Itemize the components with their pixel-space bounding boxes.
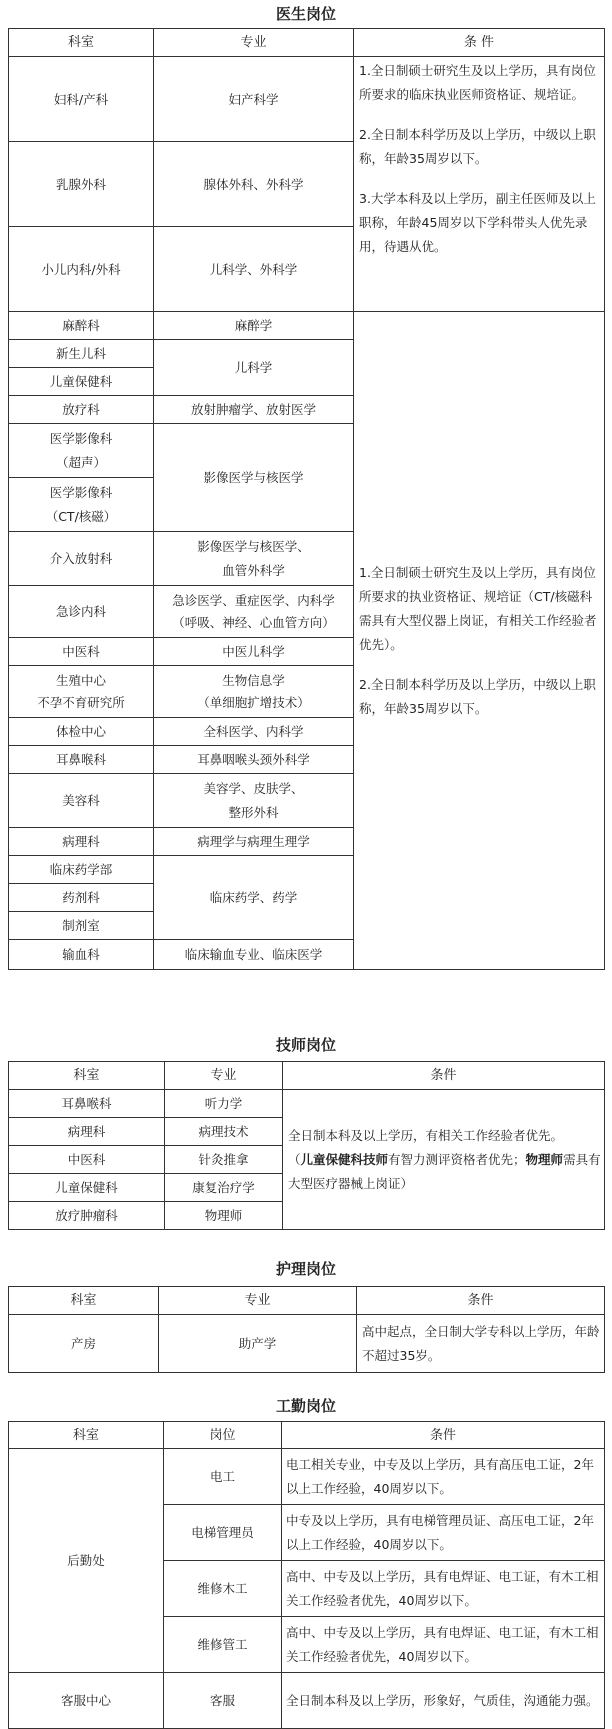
major-cell: 针灸推拿	[165, 1146, 283, 1174]
condition-cell: 高中、中专及以上学历，具有电焊证、电工证，有木工相关工作经验者优先，40周岁以下。	[282, 1617, 605, 1673]
condition-text: 全日制本科及以上学历，有相关工作经验者优先。	[288, 1127, 564, 1143]
condition-cell: 中专及以上学历，具有电梯管理员证、高压电工证，2年以上工作经验，40周岁以下。	[282, 1505, 605, 1561]
major-cell: 腺体外科、外科学	[154, 142, 354, 227]
condition-cell: 全日制本科及以上学历，形象好，气质佳，沟通能力强。	[282, 1673, 605, 1729]
dept-cell: 生殖中心 不孕不育研究所	[9, 666, 154, 718]
dept-cell: 乳腺外科	[9, 142, 154, 227]
post-cell: 维修木工	[164, 1561, 282, 1617]
dept-cell: 药剂科	[9, 884, 154, 912]
dept-cell: 儿童保健科	[9, 1174, 165, 1202]
header-condition: 条 件	[354, 29, 605, 57]
major-cell: 儿科学	[154, 340, 354, 396]
dept-cell: 中医科	[9, 638, 154, 666]
dept-cell: 病理科	[9, 1118, 165, 1146]
major-cell: 美容学、皮肤学、 整形外科	[154, 774, 354, 828]
child-care-technician-label: 儿童保健科技师	[300, 1151, 389, 1167]
dept-cell: 介入放射科	[9, 532, 154, 586]
major-cell: 生物信息学 （单细胞扩增技术）	[154, 666, 354, 718]
section-title-tech: 技师岗位	[275, 1036, 336, 1054]
physicist-label: 物理师	[525, 1151, 564, 1167]
major-cell: 临床输血专业、临床医学	[154, 940, 354, 970]
header-condition: 条件	[357, 1287, 605, 1315]
condition-text: 需具有大型医疗器械上岗证）	[288, 1151, 601, 1191]
dept-cell: 中医科	[9, 1146, 165, 1174]
condition-cell: 高中、中专及以上学历，具有电焊证、电工证，有木工相关工作经验者优先，40周岁以下。	[282, 1561, 605, 1617]
dept-cell: 麻醉科	[9, 312, 154, 340]
major-cell: 物理师	[165, 1202, 283, 1230]
dept-cell: 新生儿科	[9, 340, 154, 368]
condition-cell	[283, 1090, 605, 1230]
dept-cell: 客服中心	[9, 1673, 164, 1729]
dept-cell: 输血科	[9, 940, 154, 970]
condition-text: 有智力测评资格者优先；	[388, 1151, 526, 1167]
section-title-logistics: 工勤岗位	[275, 1397, 336, 1415]
header-dept: 科室	[9, 1287, 159, 1315]
condition-text: 2.全日制本科学历及以上学历，中级以上职称，年龄35周岁以下。	[359, 127, 596, 166]
post-cell: 电工	[164, 1449, 282, 1505]
dept-cell: 临床药学部	[9, 856, 154, 884]
header-condition: 条件	[282, 1422, 605, 1449]
header-dept: 科室	[9, 1062, 165, 1090]
major-cell: 康复治疗学	[165, 1174, 283, 1202]
post-cell: 维修管工	[164, 1617, 282, 1673]
major-cell: 妇产科学	[154, 57, 354, 142]
condition-text: 3.大学本科及以上学历，副主任医师及以上职称，年龄45周岁以下学科带头人优先录用，待遇从优。	[359, 191, 596, 254]
condition-cell-b	[354, 312, 605, 970]
major-cell: 急诊医学、重症医学、内科学 （呼吸、神经、心血管方向）	[154, 586, 354, 638]
major-cell: 儿科学、外科学	[154, 227, 354, 312]
section-title-nursing: 护理岗位	[275, 1260, 336, 1278]
logistics-table	[8, 1421, 605, 1729]
condition-text: 1.全日制硕士研究生及以上学历，具有岗位所要求的执业资格证、规培证（CT/核磁科需具有大型仪器上岗证，有相关工作经验者优先）。	[359, 564, 597, 652]
header-condition: 条件	[283, 1062, 605, 1090]
condition-note	[288, 1148, 601, 1196]
dept-cell: 产房	[9, 1315, 159, 1373]
dept-cell: 儿童保健科	[9, 368, 154, 396]
dept-cell: 医学影像科 （CT/核磁）	[9, 478, 154, 532]
major-cell: 全科医学、内科学	[154, 718, 354, 746]
dept-cell: 医学影像科 （超声）	[9, 424, 154, 478]
major-cell: 影像医学与核医学	[154, 424, 354, 532]
condition-cell-a	[354, 57, 605, 312]
condition-cell: 高中起点，全日制大学专科以上学历，年龄不超过35岁。	[357, 1315, 605, 1373]
dept-cell: 放疗科	[9, 396, 154, 424]
header-major: 专业	[159, 1287, 357, 1315]
header-major: 专业	[165, 1062, 283, 1090]
major-cell: 病理学与病理生理学	[154, 828, 354, 856]
major-cell: 影像医学与核医学、 血管外科学	[154, 532, 354, 586]
header-post: 岗位	[164, 1422, 282, 1449]
header-dept: 科室	[9, 1422, 164, 1449]
dept-cell: 美容科	[9, 774, 154, 828]
condition-cell: 电工相关专业，中专及以上学历，具有高压电工证，2年以上工作经验，40周岁以下。	[282, 1449, 605, 1505]
post-cell: 客服	[164, 1673, 282, 1729]
major-cell: 听力学	[165, 1090, 283, 1118]
major-cell: 病理技术	[165, 1118, 283, 1146]
major-cell: 临床药学、药学	[154, 856, 354, 940]
section-title-doctor: 医生岗位	[275, 5, 336, 23]
condition-text: 1.全日制硕士研究生及以上学历，具有岗位所要求的临床执业医师资格证、规培证。	[359, 63, 596, 102]
post-cell: 电梯管理员	[164, 1505, 282, 1561]
major-cell: 耳鼻咽喉头颈外科学	[154, 746, 354, 774]
paren-open: （	[288, 1151, 301, 1167]
dept-cell: 后勤处	[9, 1449, 164, 1673]
nursing-table	[8, 1286, 605, 1373]
major-cell: 助产学	[159, 1315, 357, 1373]
tech-table	[8, 1061, 605, 1230]
doctor-table	[8, 28, 605, 970]
dept-cell: 小儿内科/外科	[9, 227, 154, 312]
dept-cell: 耳鼻喉科	[9, 1090, 165, 1118]
dept-cell: 妇科/产科	[9, 57, 154, 142]
header-major: 专业	[154, 29, 354, 57]
dept-cell: 急诊内科	[9, 586, 154, 638]
major-cell: 麻醉学	[154, 312, 354, 340]
major-cell: 中医儿科学	[154, 638, 354, 666]
header-dept: 科室	[9, 29, 154, 57]
dept-cell: 病理科	[9, 828, 154, 856]
major-cell: 放射肿瘤学、放射医学	[154, 396, 354, 424]
dept-cell: 体检中心	[9, 718, 154, 746]
dept-cell: 耳鼻喉科	[9, 746, 154, 774]
dept-cell: 放疗肿瘤科	[9, 1202, 165, 1230]
dept-cell: 制剂室	[9, 912, 154, 940]
condition-text: 2.全日制本科学历及以上学历，中级以上职称，年龄35周岁以下。	[359, 676, 596, 716]
